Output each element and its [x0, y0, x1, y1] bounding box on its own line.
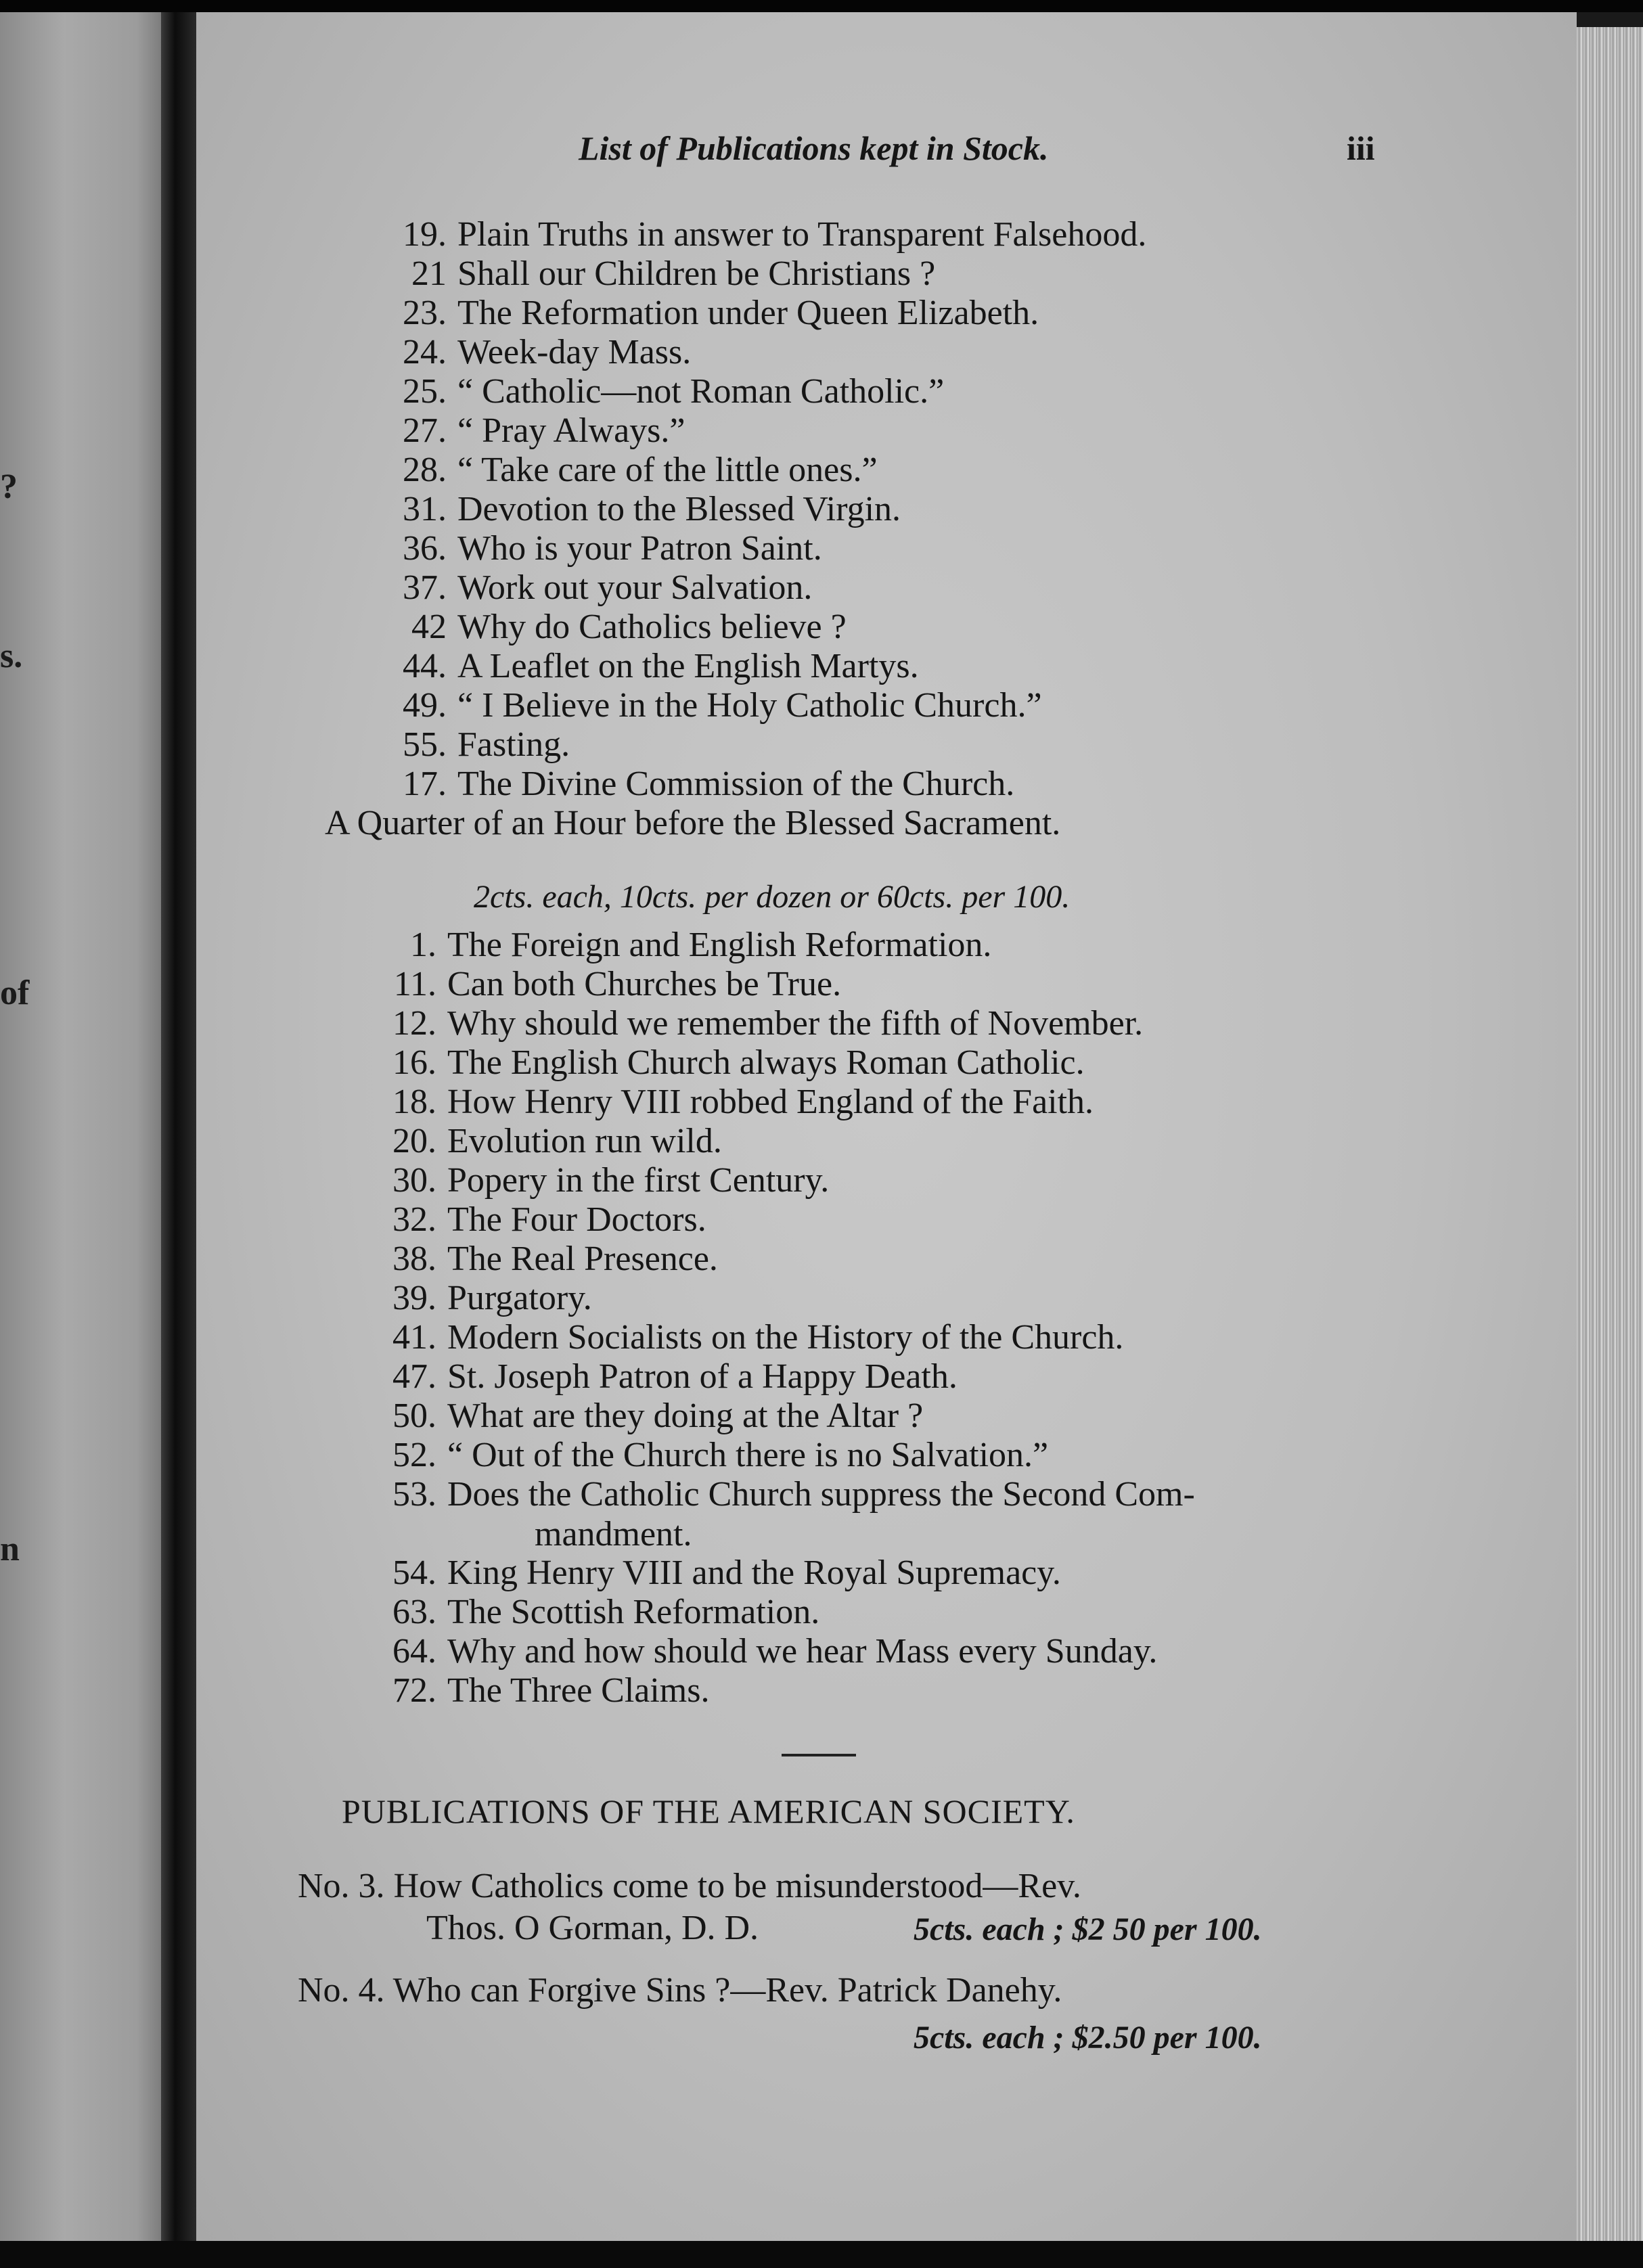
- running-header: List of Publications kept in Stock.: [579, 129, 1049, 167]
- list-item: 37. Work out your Salvation.: [403, 568, 813, 607]
- list-item: 53. Does the Catholic Church suppress the Second Com-: [392, 1475, 1195, 1514]
- page-stack-edges: [1577, 27, 1643, 2241]
- left-page-fragment: n: [0, 1530, 20, 1568]
- list-item: 72. The Three Claims.: [392, 1671, 710, 1710]
- list-item: 24. Week-day Mass.: [403, 333, 692, 371]
- section-divider: [782, 1754, 856, 1756]
- scan-border-bottom: [0, 2241, 1643, 2268]
- list-item: 50. What are they doing at the Altar ?: [392, 1397, 924, 1435]
- list-item: 63. The Scottish Reformation.: [392, 1593, 820, 1631]
- list-item: 12. Why should we remember the fifth of November.: [392, 1004, 1144, 1043]
- page-number: iii: [1347, 129, 1375, 167]
- list-item: 27. “ Pray Always.”: [403, 411, 685, 450]
- list-item: 39. Purgatory.: [392, 1279, 592, 1317]
- list-item: 19. Plain Truths in answer to Transparent Falsehood.: [403, 215, 1147, 254]
- list-item: 1. The Foreign and English Reformation.: [410, 926, 992, 964]
- left-page-fragment: ?: [0, 468, 18, 506]
- list-item: 11. Can both Churches be True.: [393, 965, 842, 1003]
- list-item: 36. Who is your Patron Saint.: [403, 529, 822, 568]
- left-page-edge: [0, 12, 161, 2241]
- american-item-price: 5cts. each ; $2.50 per 100.: [914, 2020, 1262, 2056]
- list-item: 64. Why and how should we hear Mass every Sunday.: [392, 1632, 1158, 1671]
- list-item: 41. Modern Socialists on the History of the Church.: [392, 1318, 1124, 1357]
- american-item: No. 4. Who can Forgive Sins ?—Rev. Patrick Danehy.: [298, 1971, 1062, 2010]
- list-item: 16. The English Church always Roman Catholic.: [392, 1043, 1085, 1082]
- book-gutter: [161, 12, 196, 2241]
- american-item: No. 3. How Catholics come to be misunderstood—Rev.: [298, 1867, 1081, 1905]
- section-title: PUBLICATIONS OF THE AMERICAN SOCIETY.: [342, 1792, 1075, 1830]
- list-item: 44. A Leaflet on the English Martys.: [403, 647, 919, 685]
- list-item-unnumbered: A Quarter of an Hour before the Blessed Sacrament.: [325, 804, 1061, 842]
- list-item: 17. The Divine Commission of the Church.: [403, 765, 1015, 803]
- list-item: 23. The Reformation under Queen Elizabeth.: [403, 294, 1039, 332]
- scan-border-top: [0, 0, 1643, 12]
- american-item-author: Thos. O Gorman, D. D.: [426, 1909, 759, 1947]
- list-item: 47. St. Joseph Patron of a Happy Death.: [392, 1357, 958, 1396]
- list-item: 32. The Four Doctors.: [392, 1200, 706, 1239]
- list-item: 54. King Henry VIII and the Royal Supremacy.: [392, 1553, 1061, 1592]
- list-item-continuation: mandment.: [535, 1515, 692, 1553]
- book-page: [196, 12, 1577, 2241]
- list-item: 21 Shall our Children be Christians ?: [411, 254, 936, 293]
- left-page-fragment: of: [0, 974, 30, 1012]
- list-item: 20. Evolution run wild.: [392, 1122, 722, 1160]
- list-item: 52. “ Out of the Church there is no Salvation.”: [392, 1436, 1049, 1474]
- list-item: 30. Popery in the first Century.: [392, 1161, 830, 1200]
- list-item: 31. Devotion to the Blessed Virgin.: [403, 490, 901, 528]
- list-item: 55. Fasting.: [403, 725, 570, 764]
- list-item: 38. The Real Presence.: [392, 1240, 718, 1278]
- left-page-fragment: s.: [0, 637, 23, 675]
- list-item: 28. “ Take care of the little ones.”: [403, 451, 878, 489]
- american-item-price: 5cts. each ; $2 50 per 100.: [914, 1911, 1262, 1947]
- list-item: 49. “ I Believe in the Holy Catholic Church.”: [403, 686, 1042, 725]
- list-item: 25. “ Catholic—not Roman Catholic.”: [403, 372, 945, 411]
- list-item: 42 Why do Catholics believe ?: [411, 608, 847, 646]
- price-note: 2cts. each, 10cts. per dozen or 60cts. per 100.: [474, 879, 1071, 915]
- list-item: 18. How Henry VIII robbed England of the Faith.: [392, 1083, 1094, 1121]
